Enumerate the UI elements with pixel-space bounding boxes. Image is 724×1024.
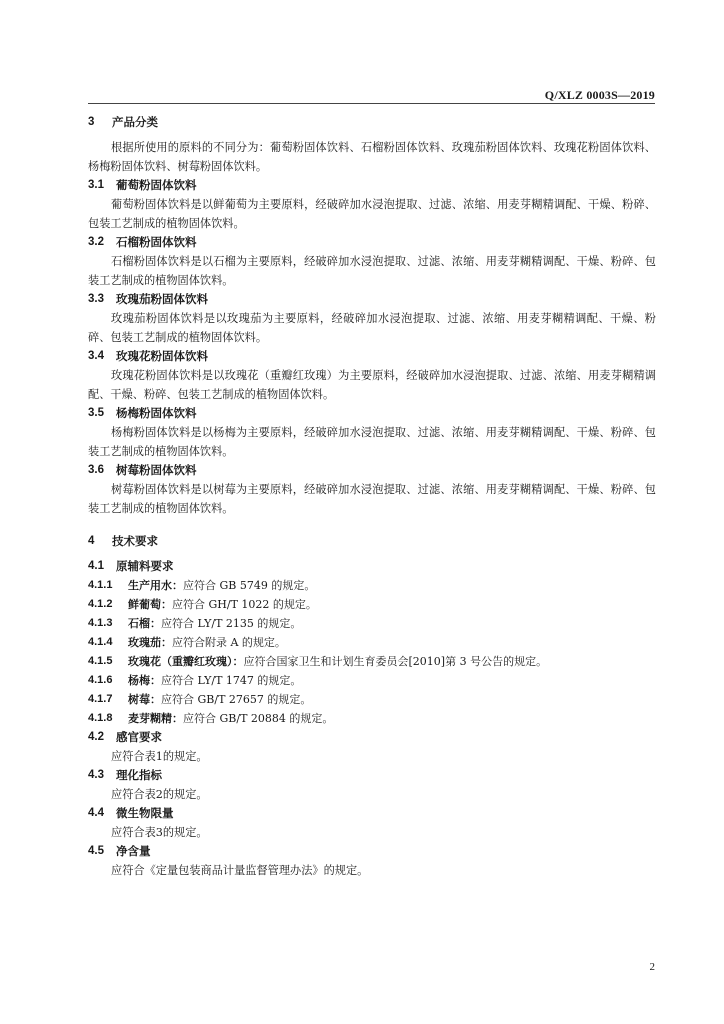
section-4-2-title: 感官要求 [116, 730, 162, 744]
clause-term: 生产用水： [128, 579, 183, 592]
section-3-3-title: 玫瑰茄粉固体饮料 [116, 292, 208, 306]
clause-term: 杨梅： [128, 674, 161, 687]
section-3-1-number: 3.1 [88, 179, 104, 191]
clause-4-1-7 [88, 690, 656, 709]
section-3-heading [88, 113, 656, 131]
clause-text: 应符合国家卫生和计划生育委员会[2010]第 3 号公告的规定。 [243, 655, 548, 668]
section-4-2-number: 4.2 [88, 731, 104, 743]
clause-4-1-5 [88, 652, 656, 671]
section-4-3-heading [88, 766, 656, 785]
section-gap [88, 518, 656, 532]
clause-4-1-2 [88, 595, 656, 614]
section-4-4-title: 微生物限量 [116, 806, 174, 820]
clause-4-1-3 [88, 614, 656, 633]
section-3-2-heading [88, 233, 656, 252]
clause-text: 应符合 GB/T 27657 的规定。 [161, 693, 312, 706]
clause-number: 4.1.1 [88, 579, 113, 591]
clause-4-1-1 [88, 576, 656, 595]
section-3-5-text: 杨梅粉固体饮料是以杨梅为主要原料，经破碎加水浸泡提取、过滤、浓缩、用麦芽糊精调配、干燥、粉碎、包装工艺制成的植物固体饮料。 [88, 426, 656, 458]
section-4-5-heading [88, 842, 656, 861]
section-4-number: 4 [88, 535, 95, 547]
clause-number: 4.1.4 [88, 636, 113, 648]
section-3-6-heading [88, 461, 656, 480]
section-4-2-text: 应符合表1的规定。 [111, 750, 208, 763]
clause-text: 应符合 GB 5749 的规定。 [183, 579, 316, 592]
section-4-title: 技术要求 [112, 534, 158, 548]
clause-number: 4.1.8 [88, 712, 113, 724]
section-3-4-heading [88, 347, 656, 366]
document-code: Q/XLZ 0003S—2019 [544, 88, 655, 102]
clause-term: 石榴： [128, 617, 161, 630]
section-3-3-number: 3.3 [88, 293, 104, 305]
page-number: 2 [649, 961, 655, 973]
section-3-2-title: 石榴粉固体饮料 [116, 235, 197, 249]
clause-term: 麦芽糊精： [128, 712, 183, 725]
clause-term: 玫瑰花（重瓣红玫瑰）： [128, 655, 244, 668]
clause-4-1-8 [88, 709, 656, 728]
section-4-4-number: 4.4 [88, 807, 104, 819]
section-3-5-number: 3.5 [88, 407, 104, 419]
section-4-1-heading [88, 557, 656, 576]
clause-term: 鲜葡萄： [128, 598, 172, 611]
section-3-intro: 根据所使用的原料的不同分为：葡萄粉固体饮料、石榴粉固体饮料、玫瑰茄粉固体饮料、玫瑰花粉固体饮料、杨梅粉固体饮料、树莓粉固体饮料。 [88, 141, 656, 173]
section-3-3-heading [88, 290, 656, 309]
section-4-3-text: 应符合表2的规定。 [111, 788, 208, 801]
clause-term: 树莓： [128, 693, 161, 706]
section-3-4-title: 玫瑰花粉固体饮料 [116, 349, 208, 363]
section-4-5-title: 净含量 [116, 844, 151, 858]
section-3-6-text: 树莓粉固体饮料是以树莓为主要原料，经破碎加水浸泡提取、过滤、浓缩、用麦芽糊精调配、干燥、粉碎、包装工艺制成的植物固体饮料。 [88, 483, 656, 515]
clause-number: 4.1.3 [88, 617, 113, 629]
clause-text: 应符合 LY/T 1747 的规定。 [161, 674, 302, 687]
clause-text: 应符合 GH/T 1022 的规定。 [172, 598, 317, 611]
section-4-4-heading [88, 804, 656, 823]
clause-text: 应符合 GB/T 20884 的规定。 [183, 712, 334, 725]
clause-text: 应符合 LY/T 2135 的规定。 [161, 617, 302, 630]
section-3-6-title: 树莓粉固体饮料 [116, 463, 197, 477]
section-3-2-number: 3.2 [88, 236, 104, 248]
section-3-2-text: 石榴粉固体饮料是以石榴为主要原料，经破碎加水浸泡提取、过滤、浓缩、用麦芽糊精调配、干燥、粉碎、包装工艺制成的植物固体饮料。 [88, 255, 656, 287]
section-3-1-title: 葡萄粉固体饮料 [116, 178, 197, 192]
section-3-number: 3 [88, 116, 95, 128]
section-4-2-heading [88, 728, 656, 747]
clause-4-1-4 [88, 633, 656, 652]
page-body [88, 113, 656, 880]
header-rule [88, 103, 655, 104]
clause-number: 4.1.2 [88, 598, 113, 610]
section-3-1-heading [88, 176, 656, 195]
clause-number: 4.1.6 [88, 674, 113, 686]
section-4-5-number: 4.5 [88, 845, 104, 857]
section-3-3-text: 玫瑰茄粉固体饮料是以玫瑰茄为主要原料，经破碎加水浸泡提取、过滤、浓缩、用麦芽糊精调配、干燥、粉碎、包装工艺制成的植物固体饮料。 [88, 312, 656, 344]
section-4-3-title: 理化指标 [116, 768, 162, 782]
section-4-1-title: 原辅料要求 [116, 559, 174, 573]
section-4-1-number: 4.1 [88, 560, 104, 572]
section-3-title: 产品分类 [112, 115, 158, 129]
section-4-5-text: 应符合《定量包装商品计量监督管理办法》的规定。 [111, 864, 369, 877]
section-4-heading [88, 532, 656, 550]
section-3-6-number: 3.6 [88, 464, 104, 476]
section-4-3-number: 4.3 [88, 769, 104, 781]
section-3-4-text: 玫瑰花粉固体饮料是以玫瑰花（重瓣红玫瑰）为主要原料，经破碎加水浸泡提取、过滤、浓缩、用麦芽糊精调配、干燥、粉碎、包装工艺制成的植物固体饮料。 [88, 369, 656, 401]
clause-number: 4.1.5 [88, 655, 113, 667]
clause-4-1-6 [88, 671, 656, 690]
clause-term: 玫瑰茄： [128, 636, 172, 649]
section-3-5-title: 杨梅粉固体饮料 [116, 406, 197, 420]
section-3-1-text: 葡萄粉固体饮料是以鲜葡萄为主要原料，经破碎加水浸泡提取、过滤、浓缩、用麦芽糊精调配、干燥、粉碎、包装工艺制成的植物固体饮料。 [88, 198, 656, 230]
clause-number: 4.1.7 [88, 693, 113, 705]
section-4-4-text: 应符合表3的规定。 [111, 826, 208, 839]
section-3-5-heading [88, 404, 656, 423]
section-3-4-number: 3.4 [88, 350, 104, 362]
clause-text: 应符合附录 A 的规定。 [172, 636, 286, 649]
